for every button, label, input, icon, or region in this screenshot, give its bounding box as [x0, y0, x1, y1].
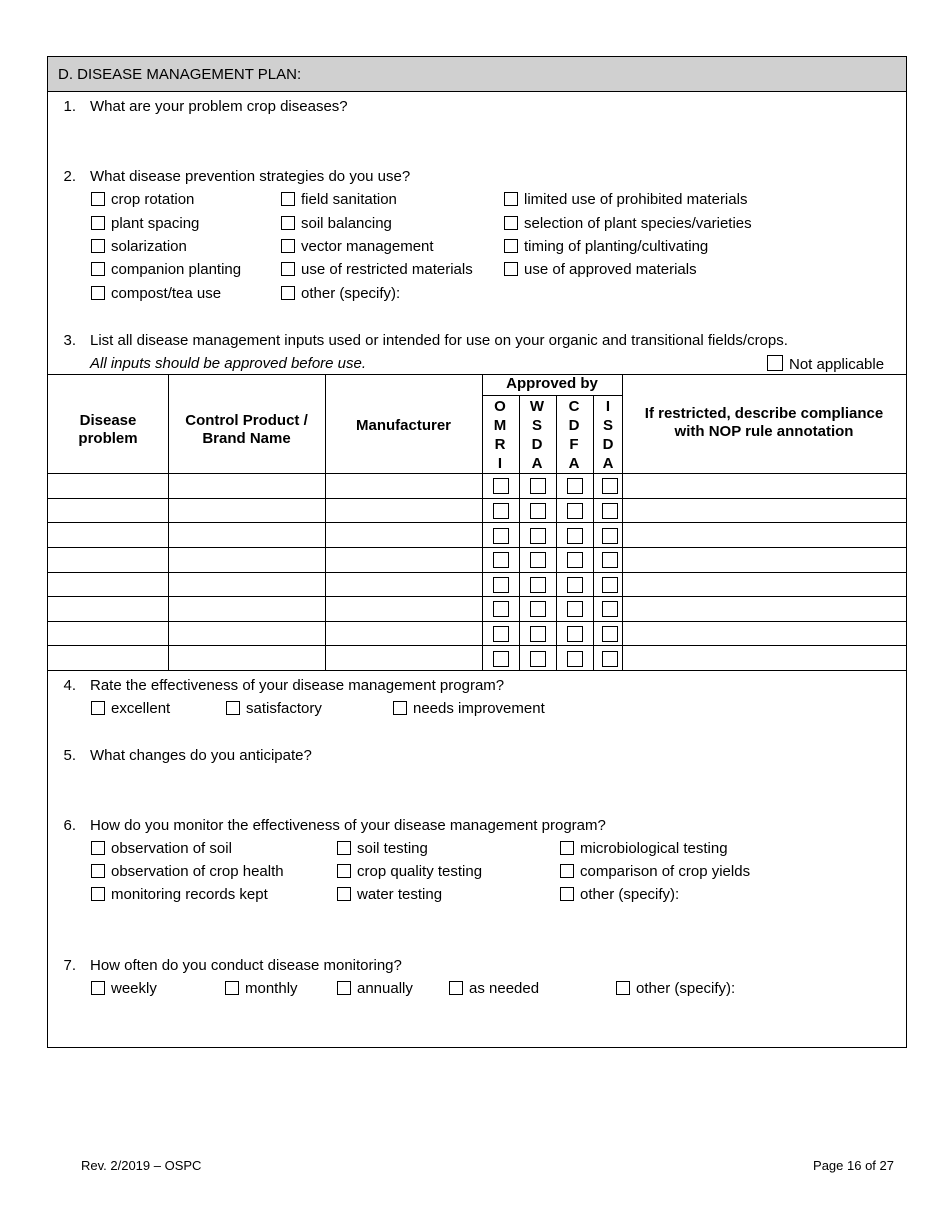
q6-option[interactable]: monitoring records kept: [91, 886, 268, 903]
checkbox[interactable]: [504, 262, 518, 276]
table-border: [482, 395, 622, 396]
q2-option[interactable]: use of approved materials: [504, 261, 697, 278]
approval-checkbox[interactable]: [493, 626, 509, 642]
approval-checkbox[interactable]: [602, 478, 618, 494]
approval-checkbox[interactable]: [602, 552, 618, 568]
checkbox[interactable]: [616, 981, 630, 995]
q7-option[interactable]: other (specify):: [616, 980, 735, 997]
approval-checkbox[interactable]: [493, 601, 509, 617]
approval-checkbox[interactable]: [530, 626, 546, 642]
approval-checkbox[interactable]: [602, 528, 618, 544]
checkbox[interactable]: [504, 192, 518, 206]
q7-option[interactable]: annually: [337, 980, 413, 997]
table-border: [48, 473, 906, 474]
checkbox[interactable]: [281, 286, 295, 300]
table-row-border: [48, 645, 906, 646]
q7-option[interactable]: monthly: [225, 980, 298, 997]
checkbox[interactable]: [560, 864, 574, 878]
approval-checkbox[interactable]: [602, 577, 618, 593]
q2-option[interactable]: crop rotation: [91, 191, 194, 208]
checkbox[interactable]: [91, 216, 105, 230]
q2-option[interactable]: selection of plant species/varieties: [504, 215, 752, 232]
table-row-border: [48, 522, 906, 523]
table-row-border: [48, 621, 906, 622]
approval-checkbox[interactable]: [530, 528, 546, 544]
col-header-product: Control Product / Brand Name: [185, 412, 308, 447]
approval-checkbox[interactable]: [567, 601, 583, 617]
checkbox[interactable]: [337, 864, 351, 878]
q3-number: 3.: [63, 332, 76, 349]
approval-checkbox[interactable]: [567, 503, 583, 519]
checkbox[interactable]: [504, 216, 518, 230]
q3-text: List all disease management inputs used or intended for use on your organic and transitional fields/crops.: [90, 332, 788, 349]
section-title: D. DISEASE MANAGEMENT PLAN:: [58, 66, 302, 83]
approval-checkbox[interactable]: [602, 626, 618, 642]
q2-option[interactable]: companion planting: [91, 261, 241, 278]
checkbox[interactable]: [91, 701, 105, 715]
col-header-manufacturer: Manufacturer: [355, 417, 452, 434]
table-border: [519, 395, 520, 670]
checkbox[interactable]: [393, 701, 407, 715]
table-row-border: [48, 572, 906, 573]
q2-option[interactable]: soil balancing: [281, 215, 392, 232]
approval-checkbox[interactable]: [493, 577, 509, 593]
checkbox[interactable]: [91, 887, 105, 901]
q7-text: How often do you conduct disease monitoring?: [90, 957, 402, 974]
q2-option[interactable]: limited use of prohibited materials: [504, 191, 747, 208]
checkbox[interactable]: [337, 981, 351, 995]
q2-number: 2.: [63, 168, 76, 185]
q4-text: Rate the effectiveness of your disease management program?: [90, 677, 505, 694]
checkbox[interactable]: [560, 887, 574, 901]
checkbox[interactable]: [91, 192, 105, 206]
not-applicable-option[interactable]: Not applicable: [767, 355, 884, 373]
table-border: [593, 395, 594, 670]
table-row-border: [48, 547, 906, 548]
q5-number: 5.: [63, 747, 76, 764]
q7-option[interactable]: weekly: [91, 980, 157, 997]
checkbox[interactable]: [91, 262, 105, 276]
approval-checkbox[interactable]: [602, 601, 618, 617]
checkbox[interactable]: [281, 192, 295, 206]
table-border: [556, 395, 557, 670]
q4-option[interactable]: excellent: [91, 700, 170, 717]
q4-number: 4.: [63, 677, 76, 694]
approval-checkbox[interactable]: [530, 478, 546, 494]
checkbox[interactable]: [767, 355, 783, 371]
q6-option[interactable]: other (specify):: [560, 886, 679, 903]
agency-omri: O M R I: [493, 398, 507, 472]
q6-option[interactable]: observation of crop health: [91, 863, 284, 880]
q2-option[interactable]: field sanitation: [281, 191, 397, 208]
approval-checkbox[interactable]: [567, 552, 583, 568]
form-section: [47, 56, 907, 1048]
checkbox[interactable]: [337, 887, 351, 901]
checkbox[interactable]: [281, 239, 295, 253]
q2-option[interactable]: use of restricted materials: [281, 261, 473, 278]
approval-checkbox[interactable]: [493, 528, 509, 544]
q2-option[interactable]: plant spacing: [91, 215, 199, 232]
section-header: [48, 57, 906, 92]
table-row-border: [48, 670, 906, 671]
q7-number: 7.: [63, 957, 76, 974]
q2-option[interactable]: vector management: [281, 238, 434, 255]
checkbox[interactable]: [560, 841, 574, 855]
checkbox[interactable]: [281, 216, 295, 230]
q2-option[interactable]: compost/tea use: [91, 285, 221, 302]
agency-wsda: W S D A: [529, 398, 545, 472]
q2-option[interactable]: timing of planting/cultivating: [504, 238, 708, 255]
q6-text: How do you monitor the effectiveness of your disease management program?: [90, 817, 606, 834]
footer-revision: Rev. 2/2019 – OSPC: [81, 1158, 202, 1173]
approval-checkbox[interactable]: [493, 503, 509, 519]
approval-checkbox[interactable]: [493, 478, 509, 494]
approval-checkbox[interactable]: [530, 651, 546, 667]
checkbox[interactable]: [91, 841, 105, 855]
checkbox[interactable]: [91, 239, 105, 253]
col-header-restricted: If restricted, describe compliance with NOP rule annotation: [644, 405, 884, 440]
q6-option[interactable]: water testing: [337, 886, 442, 903]
q4-option[interactable]: satisfactory: [226, 700, 322, 717]
q1-number: 1.: [63, 98, 76, 115]
q2-option[interactable]: other (specify):: [281, 285, 400, 302]
checkbox[interactable]: [91, 981, 105, 995]
approval-checkbox[interactable]: [567, 577, 583, 593]
q6-option[interactable]: soil testing: [337, 840, 428, 857]
q4-option[interactable]: needs improvement: [393, 700, 545, 717]
q6-option[interactable]: microbiological testing: [560, 840, 728, 857]
approval-checkbox[interactable]: [567, 478, 583, 494]
agency-isda: I S D A: [602, 398, 614, 472]
table-border: [48, 374, 906, 375]
footer-page-number: Page 16 of 27: [813, 1158, 894, 1173]
approval-checkbox[interactable]: [493, 552, 509, 568]
agency-cdfa: C D F A: [568, 398, 580, 472]
q6-option[interactable]: observation of soil: [91, 840, 232, 857]
checkbox[interactable]: [91, 286, 105, 300]
approval-checkbox[interactable]: [567, 626, 583, 642]
checkbox[interactable]: [449, 981, 463, 995]
q5-text: What changes do you anticipate?: [90, 747, 312, 764]
q2-text: What disease prevention strategies do you use?: [90, 168, 411, 185]
approval-checkbox[interactable]: [602, 651, 618, 667]
q7-option[interactable]: as needed: [449, 980, 539, 997]
table-row-border: [48, 498, 906, 499]
checkbox[interactable]: [504, 239, 518, 253]
approval-checkbox[interactable]: [567, 651, 583, 667]
approval-checkbox[interactable]: [530, 503, 546, 519]
inputs-table: [48, 374, 906, 670]
approval-checkbox[interactable]: [530, 552, 546, 568]
checkbox[interactable]: [91, 864, 105, 878]
checkbox[interactable]: [226, 701, 240, 715]
checkbox[interactable]: [281, 262, 295, 276]
approval-checkbox[interactable]: [567, 528, 583, 544]
checkbox[interactable]: [337, 841, 351, 855]
approval-checkbox[interactable]: [602, 503, 618, 519]
col-header-disease: Disease problem: [78, 412, 138, 447]
col-header-approved-by: Approved by: [506, 375, 598, 392]
approval-checkbox[interactable]: [493, 651, 509, 667]
q2-option[interactable]: solarization: [91, 238, 187, 255]
table-row-border: [48, 596, 906, 597]
checkbox[interactable]: [225, 981, 239, 995]
q6-option[interactable]: crop quality testing: [337, 863, 482, 880]
approval-checkbox[interactable]: [530, 601, 546, 617]
q1-text: What are your problem crop diseases?: [90, 98, 348, 115]
q6-option[interactable]: comparison of crop yields: [560, 863, 750, 880]
table-border: [482, 374, 483, 670]
approval-checkbox[interactable]: [530, 577, 546, 593]
q3-note: All inputs should be approved before use.: [90, 355, 367, 372]
q6-number: 6.: [63, 817, 76, 834]
